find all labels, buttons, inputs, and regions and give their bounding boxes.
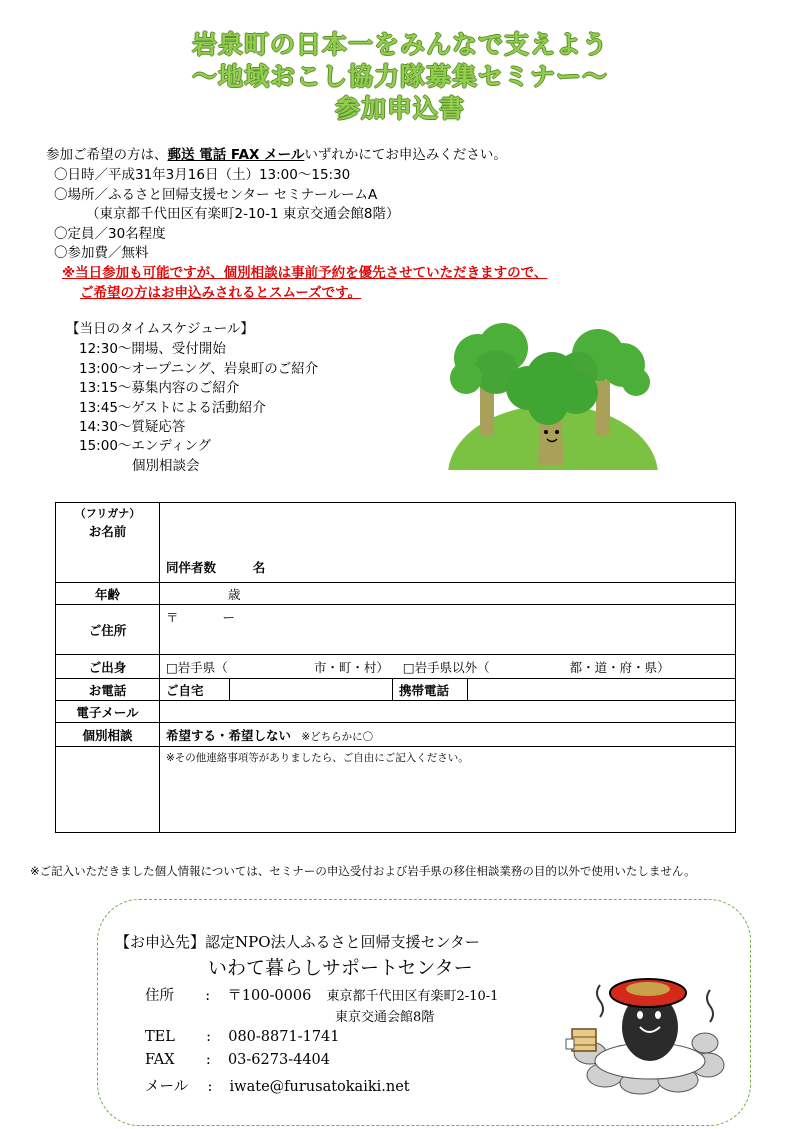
origin-iwate-checkbox[interactable]: □岩手県（ (166, 659, 228, 675)
home-phone-input[interactable] (230, 679, 393, 701)
detail-fee: 〇参加費／無料 (54, 245, 149, 261)
detail-venue-address: （東京都千代田区有楽町2-10-1 東京交通会館8階） (86, 206, 400, 222)
title-line-2: ～地域おこし協力隊募集セミナー～ (191, 62, 608, 91)
origin-other-checkbox[interactable]: □岩手県以外（ (402, 659, 490, 675)
address-input-cell[interactable] (160, 605, 736, 655)
intro-line (46, 146, 507, 166)
email-label: 電子メール (56, 701, 160, 723)
consult-options[interactable]: 希望する・希望しない (166, 727, 292, 743)
schedule-item: 13:15～募集内容のご紹介 (79, 380, 240, 396)
other-row (56, 747, 736, 833)
furigana-label: （フリガナ） (74, 507, 141, 520)
schedule-item: 14:30～質疑応答 (79, 419, 186, 435)
origin-row (56, 655, 736, 679)
name-label-cell (56, 503, 160, 583)
consult-label: 個別相談 (56, 723, 160, 747)
phone-row (56, 679, 736, 701)
postal-dash: ー (222, 610, 235, 625)
address-colon: : (205, 988, 211, 1004)
origin-iwate-units: 市・町・村） (313, 659, 389, 675)
address-label: ご住所 (56, 605, 160, 655)
schedule-heading: 【当日のタイムスケジュール】 (66, 321, 254, 337)
email-input[interactable] (160, 701, 736, 723)
age-unit: 歳 (228, 586, 241, 602)
age-label: 年齢 (56, 583, 160, 605)
home-phone-label: ご自宅 (160, 679, 230, 701)
contact-address-label: 住所 (145, 988, 174, 1004)
tel-label: TEL (145, 1029, 175, 1045)
other-input-cell[interactable] (160, 747, 736, 833)
application-form (55, 502, 736, 833)
schedule-item: 13:45～ゲストによる活動紹介 (79, 400, 266, 416)
contact-postal: 〒100-0006 (227, 988, 312, 1004)
contact-address-1: 東京都千代田区有楽町2-10-1 (326, 989, 499, 1004)
postal-mark: 〒 (166, 610, 179, 625)
mail-address[interactable]: iwate@furusatokaiki.net (229, 1079, 410, 1095)
tel-line (145, 1029, 340, 1045)
companions-label: 同伴者数 (166, 560, 217, 575)
schedule-item: 12:30～開場、受付開始 (79, 341, 226, 357)
consult-note: ※どちらかに〇 (301, 730, 374, 743)
tel-number[interactable]: 080-8871-1741 (228, 1029, 340, 1045)
tel-colon: : (206, 1029, 211, 1045)
notice-line-1: ※当日参加も可能ですが、個別相談は事前予約を優先させていただきますので、 (62, 265, 548, 281)
trees-illustration (448, 310, 658, 470)
origin-input-cell[interactable] (160, 655, 736, 679)
intro-suffix: いずれかにてお申込みください。 (304, 147, 507, 163)
mail-label: メール (145, 1079, 189, 1095)
intro-methods: 郵送 電話 FAX メール (167, 147, 305, 163)
fax-line (145, 1052, 330, 1068)
age-input-cell[interactable] (160, 583, 736, 605)
mobile-phone-input[interactable] (468, 679, 736, 701)
schedule-item: 13:00～オープニング、岩泉町のご紹介 (79, 361, 319, 377)
fax-label: FAX (145, 1052, 175, 1068)
mobile-phone-label: 携帯電話 (393, 679, 468, 701)
consult-row (56, 723, 736, 747)
mascot-onsen-illustration (560, 965, 730, 1095)
mail-colon: : (207, 1079, 213, 1095)
intro-prefix: 参加ご希望の方は、 (46, 147, 168, 163)
contact-org: いわて暮らしサポートセンター (208, 957, 473, 979)
privacy-note: ※ご記入いただきました個人情報については、セミナーの申込受付および岩手県の移住相談業務の目的以外で使用いたしません。 (30, 864, 696, 878)
title-line-1: 岩泉町の日本一をみんなで支えよう (191, 30, 608, 59)
detail-capacity: 〇定員／30名程度 (54, 226, 166, 242)
consult-input-cell[interactable] (160, 723, 736, 747)
notice-line-2: ご希望の方はお申込みされるとスムーズです。 (80, 285, 362, 301)
name-input-cell[interactable] (160, 503, 736, 583)
fax-number: 03-6273-4404 (227, 1052, 330, 1068)
origin-other-units: 都・道・府・県） (569, 659, 670, 675)
detail-venue: 〇場所／ふるさと回帰支援センター セミナールームA (54, 187, 378, 203)
name-label: お名前 (88, 524, 127, 539)
mail-line (145, 1075, 410, 1096)
age-row (56, 583, 736, 605)
fax-colon: : (205, 1052, 211, 1068)
companions-unit: 名 (252, 560, 266, 575)
title-line-3: 参加申込書 (334, 94, 465, 123)
contact-header: 【お申込先】認定NPO法人ふるさと回帰支援センター (115, 933, 480, 951)
other-label-cell (56, 747, 160, 833)
origin-label: ご出身 (56, 655, 160, 679)
schedule-item: 個別相談会 (132, 458, 200, 474)
address-row (56, 605, 736, 655)
contact-address-2: 東京交通会館8階 (335, 1010, 435, 1025)
email-row (56, 701, 736, 723)
other-note: ※その他連絡事項等がありましたら、ご自由にご記入ください。 (166, 752, 469, 764)
detail-datetime: 〇日時／平成31年3月16日（土）13:00～15:30 (54, 167, 351, 183)
schedule-item: 15:00～エンディング (79, 438, 212, 454)
address-line (145, 984, 498, 1005)
name-row (56, 503, 736, 583)
phone-label: お電話 (56, 679, 160, 701)
